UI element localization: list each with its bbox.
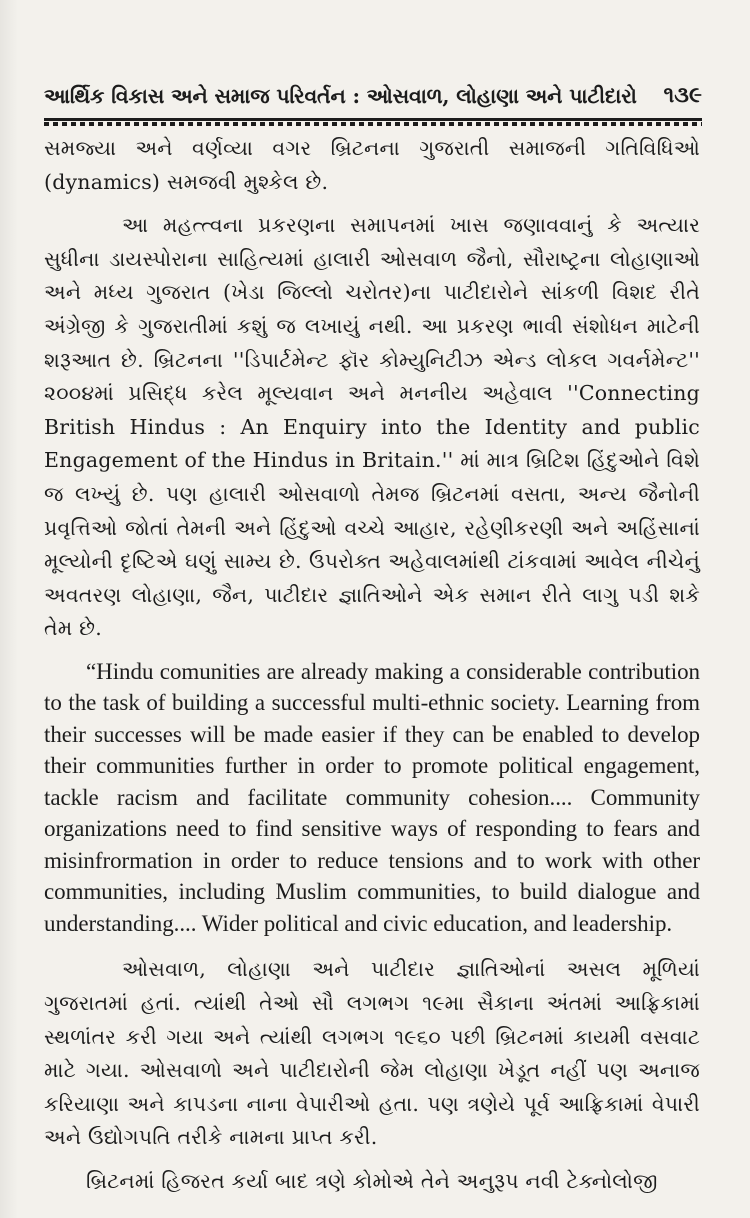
running-header (44, 80, 702, 120)
header-rule (44, 118, 702, 121)
page-number: ૧૩૯ (663, 82, 702, 108)
paragraph-technology-continued: બ્રિટનમાં હિજરત કર્યા બાદ ત્રણે કોમોએ તેને અનુરૂપ નવી ટેક્નોલોજી (86, 1168, 658, 1193)
running-header-title: આર્થિક વિકાસ અને સમાજ પરિવર્તન : ઓસવાળ, લોહાણા અને પાટીદારો (44, 84, 637, 108)
paragraph-migration-history: ઓસવાળ, લોહાણા અને પાટીદાર જ્ઞાતિઓનાં અસલ મૂળિયાં ગુજરાતમાં હતાં. ત્યાંથી તેઓ સૌ લગભગ ૧૯મા સૈકાના અંતમાં આફ્રિકામાં સ્થળાંતર કરી ગયા અને ત્યાંથી લગભગ ૧૯૬૦ પછી બ્રિટનમાં કાયમી વસવાટ માટે ગયા. ઓસવાળો અને પાટીદારોની જેમ લોહાણા ખેડૂત નહીં પણ અનાજ કરિયાણા અને કાપડના નાના વેપારીઓ હતા. પણ ત્રણેયે પૂર્વ આફ્રિકામાં વેપારી અને ઉદ્યોગપતિ તરીકે નામના પ્રાપ્ત કરી. (44, 957, 700, 1150)
paragraph-chapter-conclusion: આ મહત્ત્વના પ્રકરણના સમાપનમાં ખાસ જણાવવાનું કે અત્યાર સુધીના ડાયસ્પોરાના સાહિત્યમાં હાલારી ઓસવાળ જૈનો, સૌરાષ્ટ્રના લોહાણાઓ અને મધ્ય ગુજરાત (ખેડા જિલ્લો ચરોતર)ના પાટીદારોને સાંકળી વિશદ રીતે અંગ્રેજી કે ગુજરાતીમાં કશું જ લખાયું નથી. આ પ્રકરણ ભાવી સંશોધન માટેની શરૂઆત છે. બ્રિટનના ''ડિપાર્ટમેન્ટ ફૉર કોમ્યુનિટીઝ એન્ડ લોકલ ગવર્નમેન્ટ'' ૨૦૦૪માં પ્રસિદ્ધ કરેલ મૂલ્યવાન અને મનનીય અહેવાલ ''Connecting British Hindus : An Enquiry into the Identity and public Engagement of the Hindus in Britain.'' માં માત્ર બ્રિટિશ હિંદુઓને વિશે જ લખ્યું છે. પણ હાલારી ઓસવાળો તેમજ બ્રિટનમાં વસતા, અન્ય જૈનોની પ્રવૃત્તિઓ જોતાં તેમની અને હિંદુઓ વચ્ચે આહાર, રહેણીકરણી અને અહિંસાનાં મૂલ્યોની દૃષ્ટિએ ઘણું સામ્ય છે. ઉપરોક્ત અહેવાલમાંથી ટાંકવામાં આવેલ નીચેનું અવતરણ લોહાણા, જૈન, પાટીદાર જ્ઞાતિઓને એક સમાન રીતે લાગુ પડી શકે તેમ છે. (44, 213, 700, 641)
block-quote-report: “Hindu comunities are already making a considerable contribution to the task of building a successful multi-ethnic society. Learning from their successes will be made easier if they can be enabled to develop their communities further in order to promote political engagement, tackle racism and facilitate community cohesion.... Community organizations need to find sensitive ways of responding to fears and misinfrormation in order to reduce tensions and to work with other communities, including Muslim communities, to build dialogue and understanding.... Wider political and civic education, and leadership. (44, 658, 700, 936)
paragraph-continued: સમજ્યા અને વર્ણવ્યા વગર બ્રિટનના ગુજરાતી સમાજની ગતિવિધિઓ (dynamics) સમજવી મુશ્કેલ છે. (44, 136, 700, 194)
page-body (44, 132, 700, 1209)
